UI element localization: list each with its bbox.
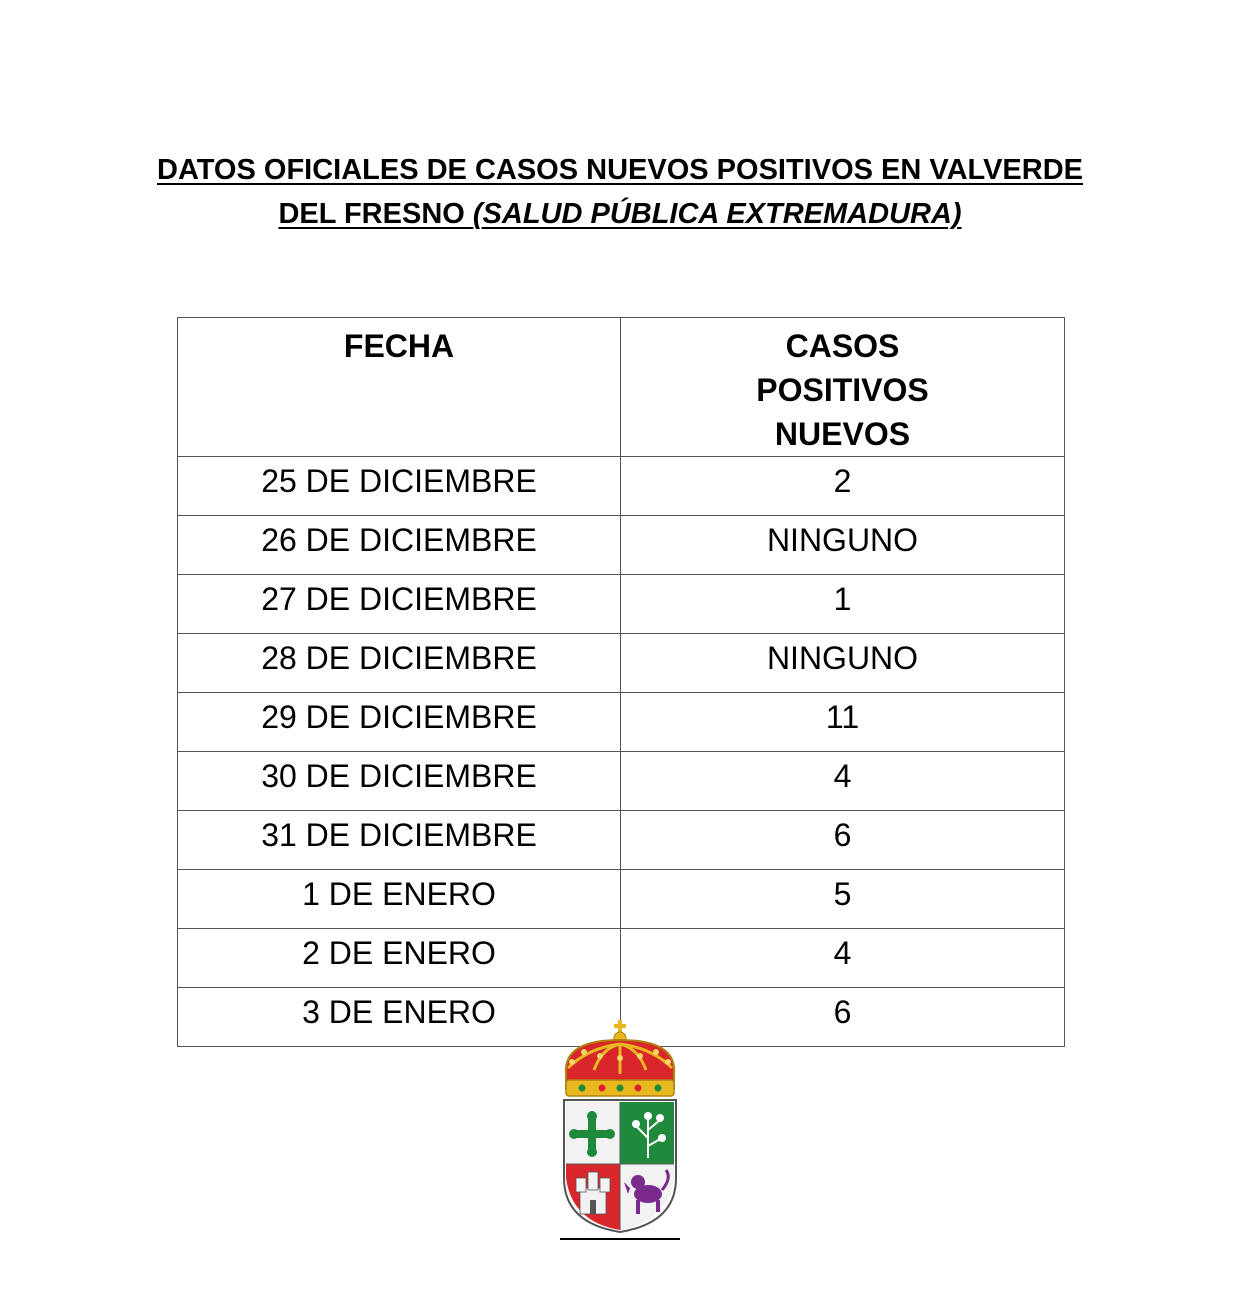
table-row bbox=[178, 752, 1065, 811]
table-row bbox=[178, 929, 1065, 988]
cell-fecha: 30 DE DICIEMBRE bbox=[178, 752, 621, 811]
cell-casos: 4 bbox=[621, 752, 1065, 811]
coat-of-arms-icon bbox=[558, 1018, 682, 1242]
cell-casos: 6 bbox=[621, 811, 1065, 870]
table-row bbox=[178, 457, 1065, 516]
cell-fecha: 2 DE ENERO bbox=[178, 929, 621, 988]
title-line-1 bbox=[150, 148, 1090, 192]
cell-casos: 11 bbox=[621, 693, 1065, 752]
cell-casos: 4 bbox=[621, 929, 1065, 988]
title-line-1-text: DATOS OFICIALES DE CASOS NUEVOS POSITIVOS EN VALVERDE bbox=[157, 154, 1083, 186]
table-row bbox=[178, 693, 1065, 752]
cell-casos: 2 bbox=[621, 457, 1065, 516]
cell-casos: NINGUNO bbox=[621, 634, 1065, 693]
cases-table bbox=[177, 317, 1065, 1047]
title-line-2 bbox=[150, 192, 1090, 236]
cell-fecha: 31 DE DICIEMBRE bbox=[178, 811, 621, 870]
table-row bbox=[178, 870, 1065, 929]
table-row bbox=[178, 575, 1065, 634]
cell-fecha: 26 DE DICIEMBRE bbox=[178, 516, 621, 575]
cell-fecha: 27 DE DICIEMBRE bbox=[178, 575, 621, 634]
cell-casos: NINGUNO bbox=[621, 516, 1065, 575]
title-source: (SALUD PÚBLICA EXTREMADURA) bbox=[472, 198, 962, 230]
table-row bbox=[178, 634, 1065, 693]
cell-casos: 6 bbox=[621, 988, 1065, 1047]
header-fecha: FECHA bbox=[178, 318, 621, 457]
table-row bbox=[178, 516, 1065, 575]
header-casos: CASOS POSITIVOS NUEVOS bbox=[621, 318, 1065, 457]
document-title bbox=[150, 148, 1090, 236]
cell-fecha: 3 DE ENERO bbox=[178, 988, 621, 1047]
title-line-2-text: DEL FRESNO bbox=[278, 198, 473, 230]
table-header-row bbox=[178, 318, 1065, 457]
table-row bbox=[178, 811, 1065, 870]
cell-fecha: 1 DE ENERO bbox=[178, 870, 621, 929]
cell-casos: 1 bbox=[621, 575, 1065, 634]
cell-casos: 5 bbox=[621, 870, 1065, 929]
cell-fecha: 28 DE DICIEMBRE bbox=[178, 634, 621, 693]
cell-fecha: 25 DE DICIEMBRE bbox=[178, 457, 621, 516]
cell-fecha: 29 DE DICIEMBRE bbox=[178, 693, 621, 752]
